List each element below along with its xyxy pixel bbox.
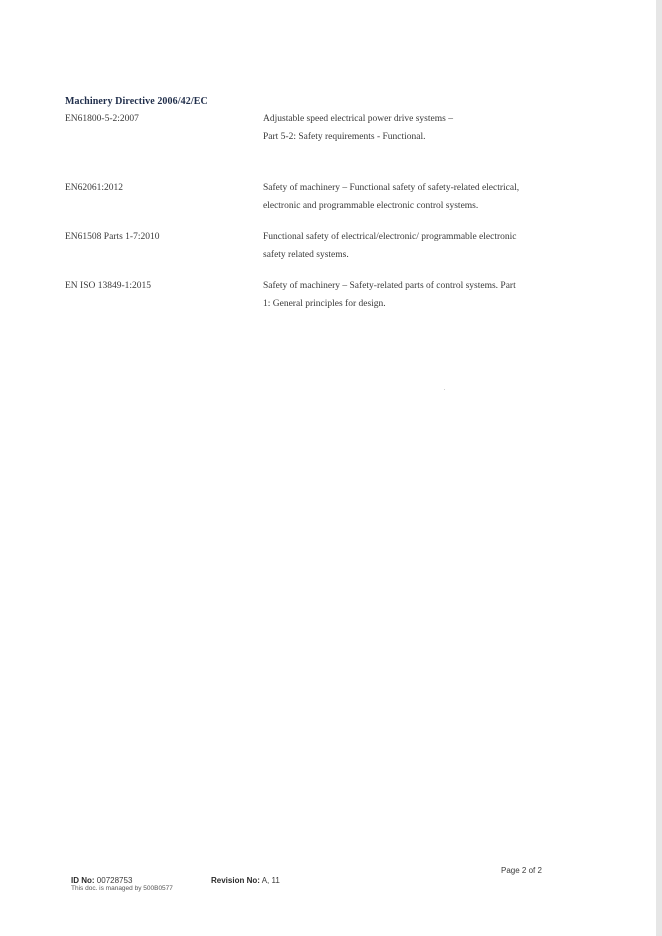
document-id-value: 00728753 bbox=[96, 876, 133, 885]
standard-description bbox=[263, 111, 563, 146]
standard-description-line: Adjustable speed electrical power drive systems – bbox=[263, 114, 453, 124]
standard-description-line: safety related systems. bbox=[263, 249, 349, 260]
revision-label: Revision No: bbox=[211, 876, 260, 885]
standard-description-line: Safety of machinery – Safety-related parts of control systems. Part bbox=[263, 281, 516, 291]
revision-value: A, 11 bbox=[261, 876, 280, 885]
page-number: Page 2 of 2 bbox=[501, 866, 542, 875]
managed-by-note: This doc. is managed by 500B0577 bbox=[71, 885, 173, 892]
standard-code: EN62061:2012 bbox=[65, 183, 124, 193]
revision-number bbox=[211, 876, 280, 885]
standard-description-line: 1: General principles for design. bbox=[263, 298, 386, 309]
standard-description-line: electronic and programmable electronic control systems. bbox=[263, 200, 479, 211]
document-id bbox=[71, 876, 132, 885]
standard-description bbox=[263, 278, 563, 313]
document-id-label: ID No: bbox=[71, 876, 95, 885]
standard-description-line: Functional safety of electrical/electronic/ programmable electronic bbox=[263, 232, 517, 242]
directive-heading: Machinery Directive 2006/42/EC bbox=[65, 96, 208, 107]
standard-description bbox=[263, 180, 563, 215]
scan-speck bbox=[444, 389, 445, 390]
standard-code: EN61800-5-2:2007 bbox=[65, 114, 139, 124]
standard-description-line: Safety of machinery – Functional safety of safety-related electrical, bbox=[263, 183, 520, 193]
standard-description bbox=[263, 229, 563, 264]
page-edge bbox=[656, 0, 662, 936]
standard-code: EN61508 Parts 1-7:2010 bbox=[65, 232, 160, 242]
standard-code: EN ISO 13849-1:2015 bbox=[65, 281, 152, 291]
standard-description-line: Part 5-2: Safety requirements - Functional. bbox=[263, 131, 426, 142]
